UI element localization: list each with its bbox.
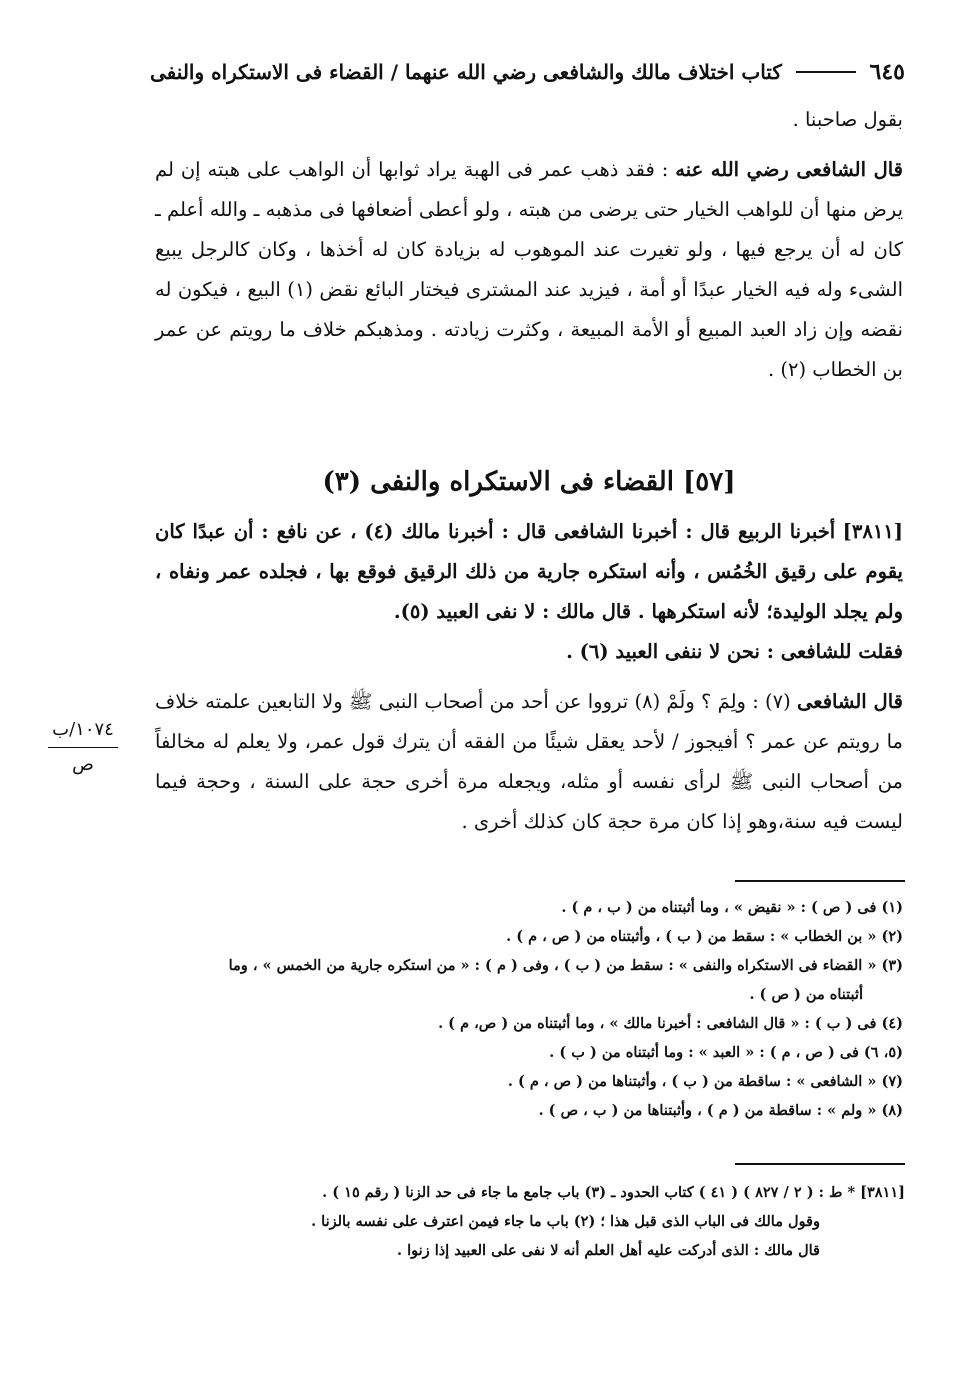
intro-line: بقول صاحبنا . bbox=[792, 108, 903, 131]
margin-note-siglum: ص bbox=[72, 754, 94, 775]
paragraph-3-text: فقلت للشافعى : نحن لا ننفى العبيد (٦) . bbox=[566, 640, 903, 663]
footnote-separator bbox=[735, 880, 905, 882]
margin-note-folio: ١٠٧٤/ب bbox=[52, 719, 114, 740]
paragraph-2-text: أخبرنا الربيع قال : أخبرنا الشافعى قال : أخبرنا مالك (٤) ، عن نافع : أن عبدًا كان يقوم على رقيق الخُمُس ، وأنه استكره جارية من ذلك الرقيق فوقع بها ، فجلده عمر ونفاه ، ولم يجلد الوليدة؛ لأنه استكرهها . قال مالك : لا نفى العبيد (٥). bbox=[155, 520, 903, 623]
source-references bbox=[220, 1178, 905, 1265]
paragraph-2-body bbox=[155, 512, 903, 632]
footnote: (٥، ٦) فى ( ص ، م ) : « العبد » : وما أثبتناه من ( ب ) . bbox=[549, 1044, 903, 1061]
margin-note-rule bbox=[48, 747, 118, 748]
paragraph-4-text: (٧) : ولِمَ ؟ ولَمْ (٨) ترووا عن أحد من أصحاب النبى ﷺ ولا التابعين علمته خلاف ما رويتم عن عمر ؟ أفيجوز / لأحد يعقل شيئًا من الفقه أن يترك قول عمر، ولا يعلم له مخالفاً من أصحاب النبى ﷺ لرأى نفسه أو مثله، ويجعله مرة أخرى حجة على السنة ، وحجة فيما ليست فيه سنة،وهو إذا كان مرة حجة كان كذلك أخرى . bbox=[155, 690, 903, 833]
reference-separator bbox=[735, 1163, 905, 1165]
page-number: ٦٤٥ bbox=[869, 59, 905, 85]
intro-paragraph bbox=[155, 100, 903, 140]
question-paragraph bbox=[155, 632, 903, 672]
section-heading: [٥٧] القضاء فى الاستكراه والنفى (٣) bbox=[322, 467, 736, 497]
manuscript-margin-note bbox=[48, 715, 118, 780]
hadith-ref-number: [٣٨١١] bbox=[842, 520, 904, 543]
reference-line: وقول مالك فى الباب الذى قبل هذا ؛ (٢) باب ما جاء فيمن اعترف على نفسه بالزنا . bbox=[311, 1213, 820, 1230]
running-header bbox=[150, 52, 905, 92]
footnote: (٤) فى ( ب ) : « قال الشافعى : أخبرنا مالك » ، وما أثبتناه من ( ص، م ) . bbox=[438, 1015, 903, 1032]
footnote: (٨) « ولم » : ساقطة من ( م ) ، وأثبتناها من ( ب ، ص ) . bbox=[538, 1102, 903, 1119]
shafii-paragraph-2 bbox=[155, 682, 903, 842]
header-rule bbox=[796, 71, 856, 73]
footnote: (١) فى ( ص ) : « نقيض » ، وما أثبتناه من ( ب ، م ) . bbox=[561, 899, 903, 916]
reference-line: [٣٨١١] * ط : ( ٢ / ٨٢٧ ) ( ٤١ ) كتاب الحدود ـ (٣) باب جامع ما جاء فى حد الزنا ( رقم ١٥ ) . bbox=[322, 1184, 905, 1201]
reference-line: قال مالك : الذى أدركت عليه أهل العلم أنه لا نفى على العبيد إذا زنوا . bbox=[397, 1242, 820, 1259]
footnote: (٢) « بن الخطاب » : سقط من ( ب ) ، وأثبتناه من ( ص ، م ) . bbox=[506, 928, 903, 945]
footnote: (٣) « القضاء فى الاستكراه والنفى » : سقط من ( ب ) ، وفى ( م ) : « من استكره جارية من الخمس » ، وما bbox=[228, 957, 903, 974]
footnote-continuation: أثبتناه من ( ص ) . bbox=[749, 986, 863, 1003]
paragraph-4-speaker: قال الشافعى bbox=[797, 690, 903, 713]
footnotes-list bbox=[155, 893, 903, 1125]
header-title: كتاب اختلاف مالك والشافعى رضي الله عنهما / القضاء فى الاستكراه والنفى bbox=[150, 60, 782, 84]
paragraph-1-speaker: قال الشافعى رضي الله عنه bbox=[675, 158, 903, 181]
hadith-paragraph bbox=[155, 512, 903, 632]
footnote: (٧) « الشافعى » : ساقطة من ( ب ) ، وأثبتناها من ( ص ، م ) . bbox=[507, 1073, 903, 1090]
paragraph-1-body bbox=[155, 150, 903, 390]
paragraph-4-body bbox=[155, 682, 903, 842]
shafii-paragraph-1 bbox=[155, 150, 903, 390]
paragraph-1-text: : فقد ذهب عمر فى الهبة يراد ثوابها أن الواهب على هبته إن لم يرض منها أن للواهب الخيار حتى يرضى من هبته ، ولو أعطى أضعافها فى مذهبه ـ والله أعلم ـ كان له أن يرجع فيها ، ولو تغيرت عند الموهوب له بزيادة كان له أخذها ، وكان كالرجل يبيع الشىء وله فيه الخيار عبدًا أو أمة ، فيزيد عند المشترى فيختار البائع نقض (١) البيع ، فيكون له نقضه وإن زاد العبد المبيع أو الأمة المبيعة ، وكثرت زيادته . ومذهبكم خلاف ما رويتم عن عمر بن الخطاب (٢) . bbox=[155, 158, 904, 381]
